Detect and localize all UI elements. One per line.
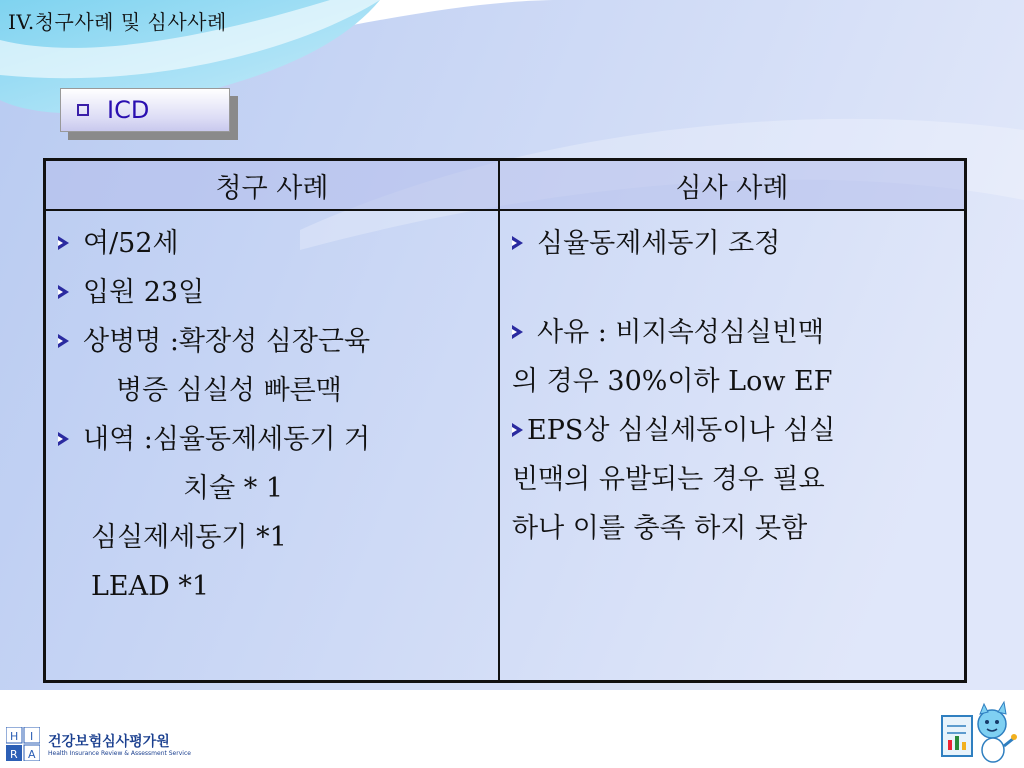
arrow-bullet-icon <box>58 285 69 299</box>
list-item <box>512 406 956 455</box>
diagnosis-line: 상병명 :확장성 심장근육 <box>83 326 371 357</box>
table-row <box>45 210 966 682</box>
eps-line: EPS상 심실세동이나 심실 <box>527 415 836 446</box>
header-review-case: 심사 사례 <box>499 160 966 211</box>
logo-letter-a: A <box>28 748 36 761</box>
list-item <box>58 219 490 268</box>
patient-info: 여/52세 <box>83 228 179 259</box>
logo-korean-name: 건강보험심사평가원 <box>48 734 170 750</box>
slide-title: IV.청구사례 및 심사사례 <box>8 10 227 34</box>
eps-continued-1: 빈맥의 유발되는 경우 필요 <box>512 464 825 495</box>
section-label: ICD <box>107 96 150 124</box>
reason-continued: 의 경우 30%이하 Low EF <box>512 366 833 397</box>
section-label-face <box>60 88 230 132</box>
table-header-row <box>45 160 966 211</box>
logo-letter-h: H <box>10 730 19 743</box>
arrow-bullet-icon <box>512 236 523 250</box>
header-claim-case: 청구 사례 <box>45 160 500 211</box>
list-item <box>58 317 490 366</box>
procedure-line: 내역 :심율동제세동기 거 <box>83 424 371 455</box>
logo-english-name: Health Insurance Review & Assessment Service <box>48 750 191 757</box>
arrow-bullet-icon <box>58 334 69 348</box>
arrow-bullet-icon <box>512 325 523 339</box>
list-item <box>58 268 490 317</box>
arrow-bullet-icon <box>58 236 69 250</box>
list-item <box>512 308 956 357</box>
hira-emblem-icon <box>6 727 40 761</box>
list-item <box>58 415 490 464</box>
eps-continued-2: 하나 이를 충족 하지 못함 <box>512 513 808 544</box>
claim-case-cell <box>45 210 500 682</box>
square-bullet-icon <box>77 104 89 116</box>
spacer <box>512 268 956 308</box>
mascot-icon <box>938 700 1018 766</box>
procedure-continued: 치술 * 1 <box>183 473 284 504</box>
logo-letter-r: R <box>10 748 18 761</box>
hira-logo <box>6 727 206 765</box>
reason-line: 사유 : 비지속성심실빈맥 <box>537 317 825 348</box>
case-table <box>43 158 967 683</box>
review-case-cell <box>499 210 966 682</box>
lead-line: LEAD *1 <box>91 571 210 602</box>
arrow-bullet-icon <box>58 432 69 446</box>
review-result: 심율동제세동기 조정 <box>537 228 781 259</box>
admission-days: 입원 23일 <box>83 277 205 308</box>
diagnosis-continued: 병증 심실성 빠른맥 <box>116 375 342 406</box>
device-line: 심실제세동기 *1 <box>91 522 287 553</box>
logo-letter-i: I <box>30 730 34 743</box>
list-item <box>512 219 956 268</box>
arrow-bullet-icon <box>512 423 523 437</box>
section-label-box <box>60 88 230 132</box>
